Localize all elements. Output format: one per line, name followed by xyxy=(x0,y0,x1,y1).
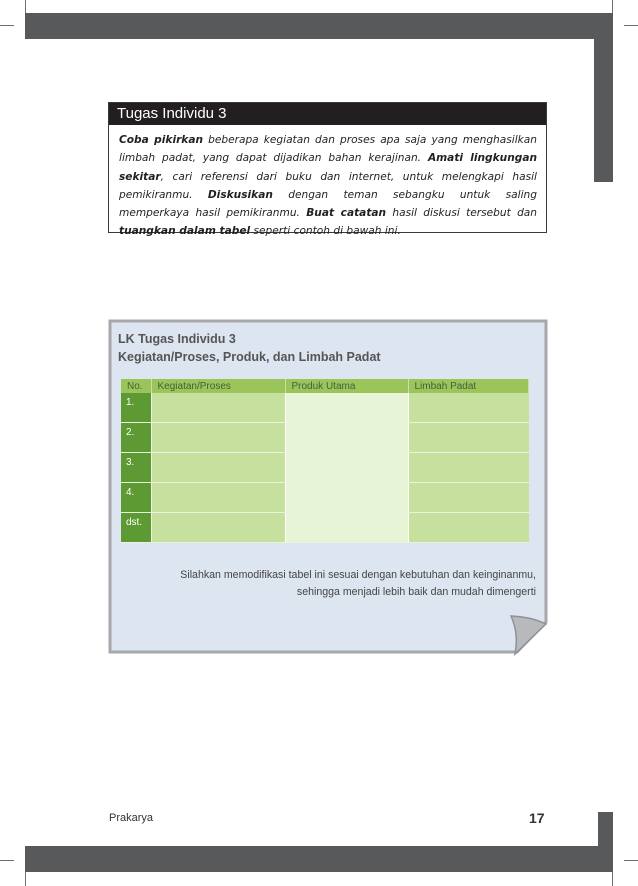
worksheet-title-line1: LK Tugas Individu 3 xyxy=(118,332,236,346)
crop-mark xyxy=(0,860,14,861)
task-text-5: seperti contoh di bawah ini. xyxy=(250,225,401,238)
crop-mark xyxy=(25,872,26,886)
task-bold-4: Buat catatan xyxy=(306,207,387,220)
task-bold-5: tuangkan dalam tabel xyxy=(119,225,251,238)
cell-limbah xyxy=(408,483,529,513)
worksheet-note-line1: Silahkan memodifikasi tabel ini sesuai dengan kebutuhan dan keinginanmu, xyxy=(180,569,536,581)
row-number: 2. xyxy=(121,423,151,453)
task-text-3: dengan teman sebangku untuk saling memperkaya hasil pemikiranmu. xyxy=(119,188,537,220)
side-decor-bar xyxy=(594,39,613,182)
table-row xyxy=(121,423,529,453)
task-bold-1: Coba pikirkan xyxy=(119,134,204,146)
header-limbah: Limbah Padat xyxy=(408,379,529,393)
row-number: dst. xyxy=(121,513,151,543)
table-header-row xyxy=(121,379,529,393)
worksheet-note xyxy=(147,567,536,601)
cell-kegiatan xyxy=(151,453,285,483)
row-number: 1. xyxy=(121,393,151,423)
cell-produk xyxy=(285,423,408,453)
task-text-2: , cari referensi dari buku dan internet, untuk melengkapi hasil pemikiranmu. xyxy=(119,170,537,201)
cell-produk xyxy=(285,513,408,543)
cell-kegiatan xyxy=(151,483,285,513)
task-text-4: hasil diskusi tersebut dan xyxy=(386,207,537,220)
worksheet-table xyxy=(121,379,529,543)
task-text-1: beberapa kegiatan dan proses apa saja yang menghasilkan limbah padat, yang dapat dijadikan bahan kerajinan. xyxy=(119,134,538,165)
worksheet-title xyxy=(118,330,381,366)
cell-produk xyxy=(285,393,408,423)
table-row xyxy=(121,483,529,513)
header-produk: Produk Utama xyxy=(285,379,408,393)
footer-book-title: Prakarya xyxy=(109,812,154,824)
cell-kegiatan xyxy=(151,423,285,453)
crop-mark xyxy=(0,25,14,26)
page-number: 17 xyxy=(529,810,545,826)
table-row xyxy=(121,393,529,423)
crop-mark xyxy=(624,860,638,861)
cell-limbah xyxy=(408,423,529,453)
row-number: 4. xyxy=(121,483,151,513)
table-row xyxy=(121,513,529,543)
worksheet-card xyxy=(107,318,547,652)
cell-kegiatan xyxy=(151,393,285,423)
crop-mark xyxy=(612,872,613,886)
cell-limbah xyxy=(408,393,529,423)
row-number: 3. xyxy=(121,453,151,483)
task-instructions xyxy=(109,125,546,241)
worksheet-title-line2: Kegiatan/Proses, Produk, dan Limbah Padat xyxy=(118,350,381,364)
task-bold-3: Diskusikan xyxy=(207,188,273,201)
top-decor-bar xyxy=(25,13,613,39)
crop-mark xyxy=(612,0,613,14)
header-no: No. xyxy=(121,379,151,393)
bottom-decor-bar xyxy=(25,846,613,872)
cell-produk xyxy=(285,483,408,513)
cell-limbah xyxy=(408,513,529,543)
side-decor-strip xyxy=(598,812,613,846)
table-row xyxy=(121,453,529,483)
cell-limbah xyxy=(408,453,529,483)
task-title: Tugas Individu 3 xyxy=(109,103,546,125)
task-bold-2: Amati lingkungan sekitar xyxy=(119,152,538,183)
cell-produk xyxy=(285,453,408,483)
task-box xyxy=(108,102,547,238)
crop-mark xyxy=(624,25,638,26)
crop-mark xyxy=(25,0,26,14)
cell-kegiatan xyxy=(151,513,285,543)
header-kegiatan: Kegiatan/Proses xyxy=(151,379,285,393)
worksheet-note-line2: sehingga menjadi lebih baik dan mudah dimengerti xyxy=(296,586,536,598)
